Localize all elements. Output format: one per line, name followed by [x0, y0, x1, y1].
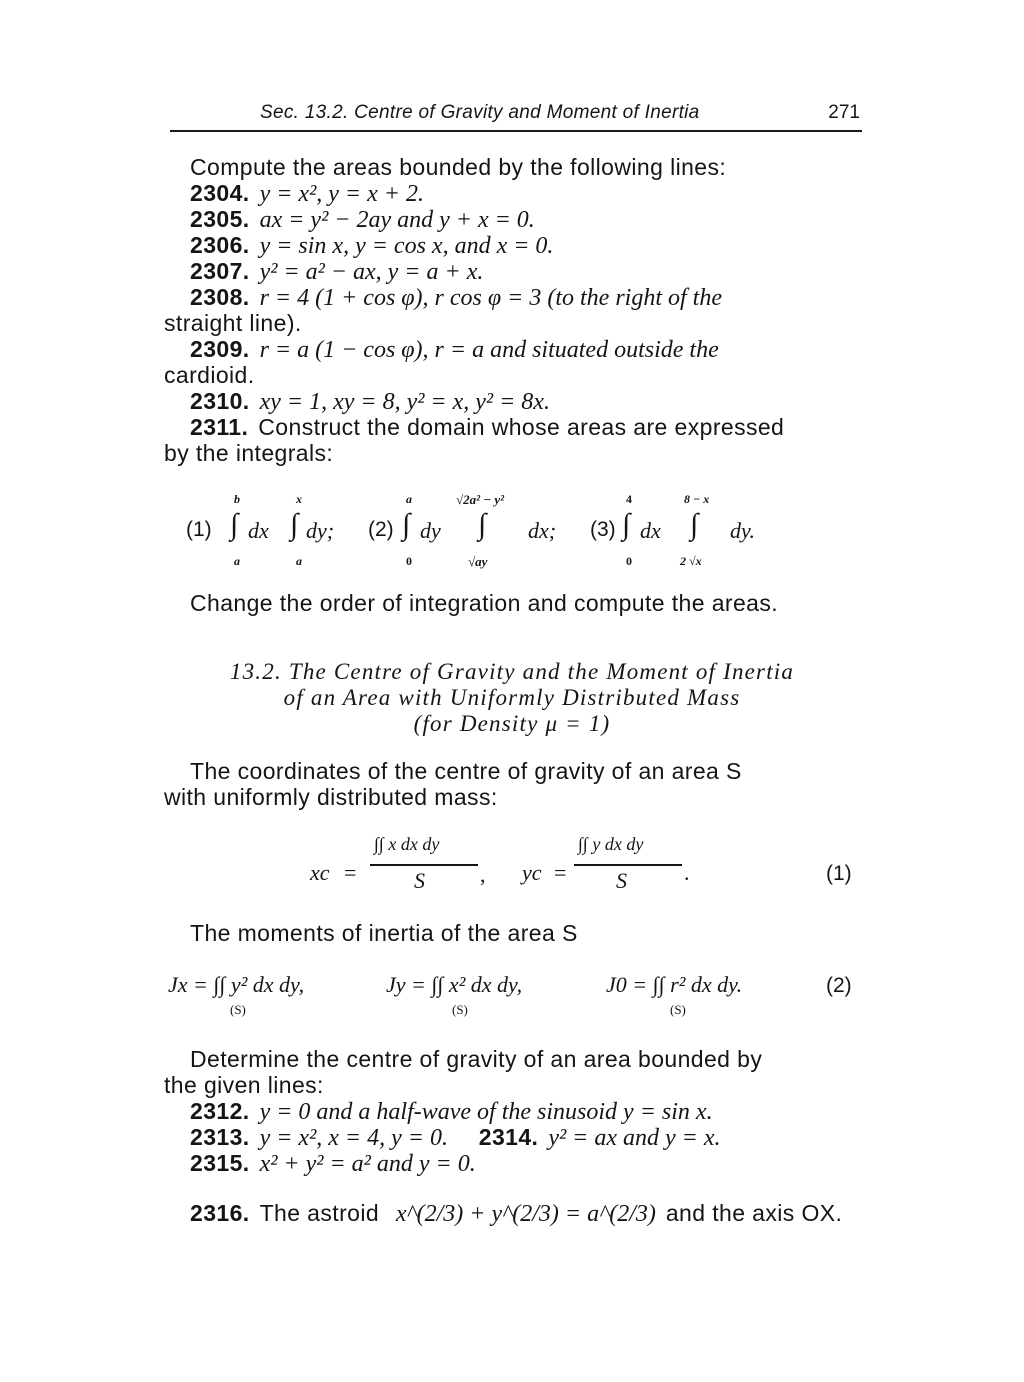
equation-1 — [310, 832, 870, 896]
problem-number: 2310. — [190, 388, 250, 414]
problem-number: 2306. — [190, 232, 250, 258]
determine-text: Determine the centre of gravity of an area bounded by — [190, 1046, 763, 1072]
integral-label: (2) — [368, 518, 394, 541]
inner-upper-limit: 8 − x — [684, 492, 710, 506]
inner-variable: dy. — [730, 518, 756, 543]
problem-number: 2313. — [190, 1124, 250, 1150]
jy-formula: Jy = ∫∫ x² dx dy, — [386, 972, 523, 997]
problem-text: y = sin x, y = cos x, and x = 0. — [259, 233, 554, 259]
problem-2310 — [190, 388, 860, 416]
running-header — [170, 102, 862, 132]
inner-lower-limit: a — [296, 554, 302, 568]
change-order-text: Change the order of integration and compute the areas. — [190, 590, 779, 616]
running-title: Sec. 13.2. Centre of Gravity and Moment of Inertia — [260, 102, 700, 123]
problem-text: r = 4 (1 + cos φ), r cos φ = 3 (to the right of the — [259, 285, 722, 311]
outer-upper-limit: 4 — [626, 492, 632, 506]
integral-1 — [186, 492, 366, 572]
problem-number: 2311. — [190, 414, 249, 440]
outer-variable: dy — [420, 518, 441, 543]
outer-upper-limit: b — [234, 492, 240, 506]
period: . — [684, 860, 690, 885]
integral-sign-icon: ∫ — [230, 508, 239, 541]
moments-text: The moments of inertia of the area S — [190, 920, 578, 946]
fraction-rule — [574, 864, 682, 866]
region-subscript: (S) — [230, 1002, 246, 1017]
problem-2311-continued: by the integrals: — [164, 440, 334, 466]
problem-text: xy = 1, xy = 8, y² = x, y² = 8x. — [259, 389, 550, 415]
inner-lower-limit: 2 √x — [680, 554, 702, 568]
problem-number: 2314. — [478, 1124, 539, 1150]
problem-text: y² = a² − ax, y = a + x. — [259, 259, 484, 285]
problem-text: y = x², x = 4, y = 0. — [259, 1125, 448, 1151]
equation-number-2: (2) — [826, 974, 852, 997]
problem-number: 2307. — [190, 258, 250, 284]
problem-text: x² + y² = a² and y = 0. — [259, 1151, 476, 1177]
denominator: S — [616, 868, 627, 893]
yc-symbol: yc — [522, 860, 542, 885]
problem-2309-continued: cardioid. — [164, 362, 255, 388]
problem-2305 — [190, 206, 860, 234]
problem-2307 — [190, 258, 860, 286]
problem-text: ax = y² − 2ay and y + x = 0. — [259, 207, 535, 233]
problem-text: Construct the domain whose areas are expressed — [258, 414, 785, 440]
problem-2311 — [190, 414, 860, 441]
integral-3 — [590, 492, 780, 572]
outer-variable: dx — [640, 518, 661, 543]
problem-2308-continued: straight line). — [164, 310, 302, 336]
j0-formula: J0 = ∫∫ r² dx dy. — [606, 972, 743, 997]
problem-2304 — [190, 180, 860, 208]
problem-number: 2305. — [190, 206, 250, 232]
region-subscript: (S) — [670, 1002, 686, 1017]
outer-lower-limit: 0 — [406, 554, 412, 568]
outer-variable: dx — [248, 518, 269, 543]
problem-text: r = a (1 − cos φ), r = a and situated outside the — [259, 337, 719, 363]
inner-variable: dx; — [528, 518, 557, 543]
intro-text: Compute the areas bounded by the following lines: — [190, 154, 727, 180]
problem-2316 — [190, 1200, 860, 1228]
section-heading-line-2: of an Area with Uniformly Distributed Mass — [283, 685, 741, 710]
inner-variable: dy; — [306, 518, 335, 543]
problem-number: 2316. — [190, 1200, 250, 1226]
problem-text: y = 0 and a half-wave of the sinusoid y = sin x. — [259, 1099, 713, 1125]
problem-number: 2308. — [190, 284, 250, 310]
equation-number-1: (1) — [826, 862, 852, 885]
problem-text: y = x², y = x + 2. — [259, 181, 424, 207]
section-heading-line-1: 13.2. The Centre of Gravity and the Moment of Inertia — [229, 659, 795, 684]
problem-number: 2312. — [190, 1098, 250, 1124]
inner-upper-limit: x — [296, 492, 302, 506]
problem-2309 — [190, 336, 860, 364]
integral-sign-icon: ∫ — [478, 508, 487, 541]
problem-2306 — [190, 232, 860, 260]
numerator-y: ∫∫ y dx dy — [578, 834, 644, 854]
inner-lower-limit: √ay — [468, 554, 488, 569]
problem-number: 2315. — [190, 1150, 250, 1176]
integral-2 — [368, 492, 578, 572]
problem-2308 — [190, 284, 860, 312]
fraction-rule — [370, 864, 478, 866]
region-subscript: (S) — [452, 1002, 468, 1017]
problem-text: y² = ax and y = x. — [548, 1125, 721, 1151]
outer-upper-limit: a — [406, 492, 412, 506]
determine-text-continued: the given lines: — [164, 1072, 324, 1098]
page-number: 271 — [828, 102, 860, 123]
xc-symbol: xc — [310, 860, 330, 885]
numerator-x: ∫∫ x dx dy — [374, 834, 440, 854]
problem-number: 2304. — [190, 180, 250, 206]
problem-2315 — [190, 1150, 860, 1178]
integral-sign-icon: ∫ — [690, 508, 699, 541]
coordinates-text-continued: with uniformly distributed mass: — [164, 784, 498, 810]
jx-formula: Jx = ∫∫ y² dx dy, — [168, 972, 305, 997]
outer-lower-limit: 0 — [626, 554, 632, 568]
problem-number: 2309. — [190, 336, 250, 362]
problem-2312 — [190, 1098, 860, 1126]
integral-sign-icon: ∫ — [402, 508, 411, 541]
coordinates-text: The coordinates of the centre of gravity of an area S — [190, 758, 742, 784]
denominator: S — [414, 868, 425, 893]
integral-label: (1) — [186, 518, 212, 541]
comma: , — [480, 862, 486, 887]
astroid-formula: x^(2/3) + y^(2/3) = a^(2/3) — [395, 1201, 656, 1227]
problem-text: The astroid — [259, 1200, 380, 1226]
problem-2313-2314 — [190, 1124, 860, 1152]
integral-sign-icon: ∫ — [622, 508, 631, 541]
integral-sign-icon: ∫ — [290, 508, 299, 541]
problem-text: and the axis OX. — [665, 1200, 843, 1226]
inner-upper-limit: √2a² − y² — [456, 492, 505, 507]
integral-label: (3) — [590, 518, 616, 541]
equation-2 — [168, 970, 828, 1026]
section-heading-line-3: (for Density μ = 1) — [413, 711, 611, 736]
outer-lower-limit: a — [234, 554, 240, 568]
equals-sign: = — [554, 860, 567, 885]
equals-sign: = — [344, 860, 357, 885]
